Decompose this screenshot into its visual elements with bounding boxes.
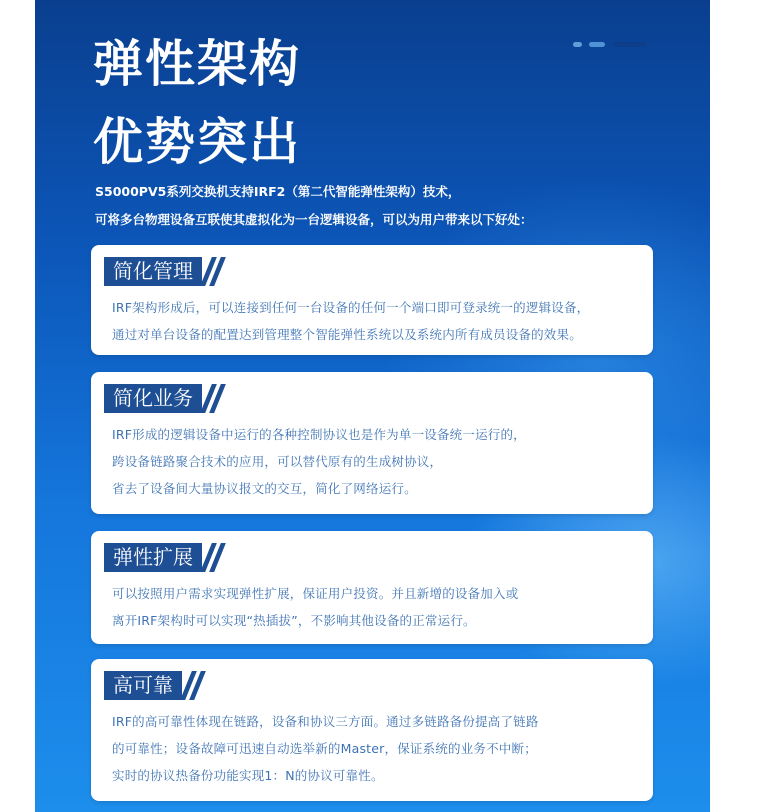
card-text-line: IRF架构形成后，可以连接到任何一台设备的任何一个端口即可登录统一的逻辑设备， (112, 300, 590, 315)
card-text-line: IRF的高可靠性体现在链路，设备和协议三方面。通过多链路备份提高了链路 (112, 714, 539, 729)
page-title-line-2: 优势突出 (93, 113, 301, 171)
feature-card-simplified-management (91, 245, 653, 355)
indicator-dot[interactable] (573, 42, 582, 47)
card-text-line: 通过对单台设备的配置达到管理整个智能弹性系统以及系统内所有成员设备的效果。 (112, 327, 582, 342)
card-text-line: 的可靠性；设备故障可迅速自动选举新的Master，保证系统的业务不中断； (112, 741, 537, 756)
feature-card-high-reliability (91, 659, 653, 801)
card-text-line: 省去了设备间大量协议报文的交互，简化了网络运行。 (112, 481, 417, 496)
promo-panel (35, 0, 710, 812)
card-text-line: 可以按照用户需求实现弹性扩展，保证用户投资。并且新增的设备加入或 (112, 586, 519, 601)
feature-card-simplified-business (91, 372, 653, 514)
card-title: 简化业务 (104, 384, 202, 413)
indicator-dot-active[interactable] (614, 42, 646, 47)
intro-line-2: 可将多台物理设备互联使其虚拟化为一台逻辑设备，可以为用户带来以下好处： (95, 212, 533, 227)
card-title: 高可靠 (104, 671, 182, 700)
card-title: 简化管理 (104, 257, 202, 286)
card-text-line: 实时的协议热备份功能实现1：N的协议可靠性。 (112, 768, 384, 783)
card-title: 弹性扩展 (104, 543, 202, 572)
card-text-line: 跨设备链路聚合技术的应用，可以替代原有的生成树协议， (112, 454, 443, 469)
feature-card-elastic-expansion (91, 531, 653, 644)
card-text-line: IRF形成的逻辑设备中运行的各种控制协议也是作为单一设备统一运行的， (112, 427, 526, 442)
indicator-dot[interactable] (589, 42, 605, 47)
page-title-line-1: 弹性架构 (93, 35, 301, 93)
intro-line-1: S5000PV5系列交换机支持IRF2（第二代智能弹性架构）技术， (95, 184, 461, 199)
card-text-line: 离开IRF架构时可以实现“热插拔”，不影响其他设备的正常运行。 (112, 613, 476, 628)
